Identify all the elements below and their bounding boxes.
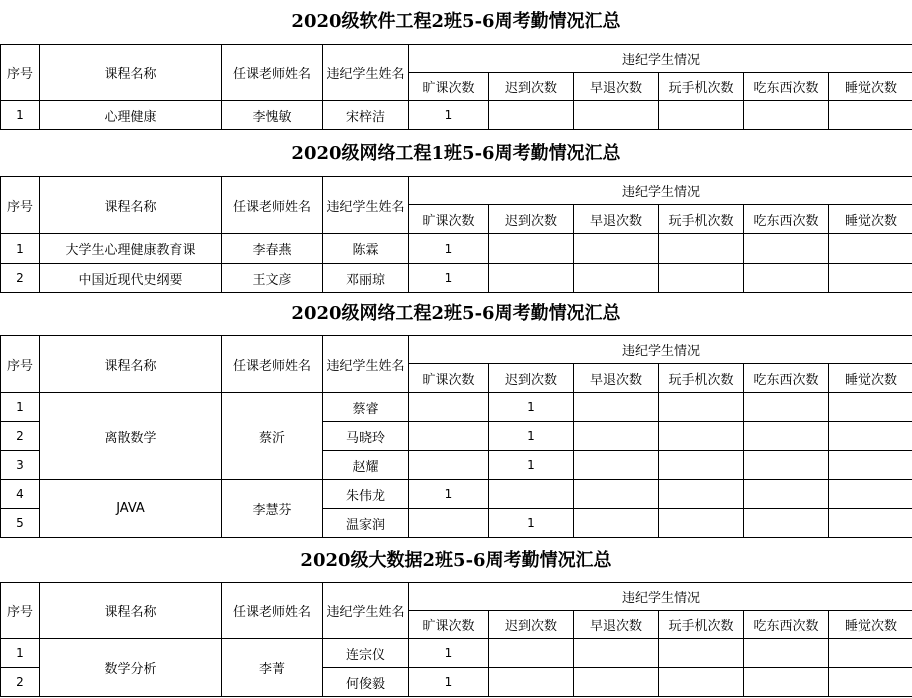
teacher-cell: 李菁: [222, 639, 323, 697]
header-teacher: 任课老师姓名: [222, 177, 323, 234]
eating-count-cell: [744, 393, 829, 422]
header-violations: 违纪学生情况: [409, 336, 912, 364]
attendance-table: [0, 335, 912, 538]
sleep-count-cell: [829, 451, 912, 480]
absent-count-cell: [409, 451, 489, 480]
header-sleep-count: 睡觉次数: [829, 364, 912, 393]
course-cell: 离散数学: [40, 393, 222, 480]
student-cell: 蔡睿: [323, 393, 409, 422]
seq-cell: 2: [1, 422, 40, 451]
sleep-count-cell: [829, 393, 912, 422]
header-course: 课程名称: [40, 583, 222, 639]
course-cell: 中国近现代史纲要: [40, 264, 222, 293]
section-title: 2020级网络工程1班5-6周考勤情况汇总: [291, 143, 621, 164]
header-phone-count: 玩手机次数: [659, 364, 744, 393]
table-row: [1, 101, 912, 130]
header-absent-count: 旷课次数: [409, 364, 489, 393]
phone-count-cell: [659, 639, 744, 668]
table-row: [1, 639, 912, 668]
sleep-count-cell: [829, 101, 912, 130]
eating-count-cell: [744, 234, 829, 264]
late-count-cell: [489, 480, 574, 509]
header-row: [1, 45, 912, 73]
header-student: 违纪学生姓名: [323, 336, 409, 393]
header-absent-count: 旷课次数: [409, 205, 489, 234]
seq-cell: 1: [1, 393, 40, 422]
table-row: [1, 393, 912, 422]
seq-cell: 1: [1, 101, 40, 130]
header-seq: 序号: [1, 177, 40, 234]
student-cell: 邓丽琼: [323, 264, 409, 293]
header-student: 违纪学生姓名: [323, 583, 409, 639]
header-eating-count: 吃东西次数: [744, 73, 829, 101]
table-row: [1, 234, 912, 264]
header-row: [1, 336, 912, 364]
phone-count-cell: [659, 393, 744, 422]
sleep-count-cell: [829, 668, 912, 697]
header-sleep-count: 睡觉次数: [829, 205, 912, 234]
attendance-table: [0, 582, 912, 697]
header-seq: 序号: [1, 336, 40, 393]
teacher-cell: 李春燕: [222, 234, 323, 264]
student-cell: 马晓玲: [323, 422, 409, 451]
eating-count-cell: [744, 264, 829, 293]
header-course: 课程名称: [40, 336, 222, 393]
header-teacher: 任课老师姓名: [222, 583, 323, 639]
absent-count-cell: 1: [409, 480, 489, 509]
absent-count-cell: [409, 422, 489, 451]
phone-count-cell: [659, 234, 744, 264]
phone-count-cell: [659, 451, 744, 480]
header-eating-count: 吃东西次数: [744, 364, 829, 393]
early-leave-count-cell: [574, 639, 659, 668]
header-early-leave-count: 早退次数: [574, 364, 659, 393]
header-sleep-count: 睡觉次数: [829, 611, 912, 639]
header-absent-count: 旷课次数: [409, 611, 489, 639]
early-leave-count-cell: [574, 393, 659, 422]
seq-cell: 4: [1, 480, 40, 509]
sleep-count-cell: [829, 264, 912, 293]
header-student: 违纪学生姓名: [323, 45, 409, 101]
section-title: 2020级软件工程2班5-6周考勤情况汇总: [291, 11, 621, 32]
late-count-cell: 1: [489, 393, 574, 422]
table-row: [1, 480, 912, 509]
seq-cell: 1: [1, 234, 40, 264]
header-row: [1, 177, 912, 205]
late-count-cell: 1: [489, 451, 574, 480]
late-count-cell: [489, 264, 574, 293]
early-leave-count-cell: [574, 264, 659, 293]
late-count-cell: [489, 101, 574, 130]
phone-count-cell: [659, 101, 744, 130]
early-leave-count-cell: [574, 668, 659, 697]
student-cell: 何俊毅: [323, 668, 409, 697]
phone-count-cell: [659, 509, 744, 538]
course-cell: JAVA: [40, 480, 222, 538]
header-violations: 违纪学生情况: [409, 177, 912, 205]
course-cell: 心理健康: [40, 101, 222, 130]
phone-count-cell: [659, 264, 744, 293]
sleep-count-cell: [829, 480, 912, 509]
teacher-cell: 李愧敏: [222, 101, 323, 130]
late-count-cell: 1: [489, 422, 574, 451]
header-course: 课程名称: [40, 45, 222, 101]
absent-count-cell: 1: [409, 264, 489, 293]
header-phone-count: 玩手机次数: [659, 73, 744, 101]
seq-cell: 1: [1, 639, 40, 668]
late-count-cell: 1: [489, 509, 574, 538]
header-phone-count: 玩手机次数: [659, 611, 744, 639]
header-student: 违纪学生姓名: [323, 177, 409, 234]
section-title: 2020级大数据2班5-6周考勤情况汇总: [300, 550, 612, 571]
eating-count-cell: [744, 480, 829, 509]
late-count-cell: [489, 234, 574, 264]
sleep-count-cell: [829, 234, 912, 264]
student-cell: 朱伟龙: [323, 480, 409, 509]
header-violations: 违纪学生情况: [409, 583, 912, 611]
early-leave-count-cell: [574, 480, 659, 509]
early-leave-count-cell: [574, 234, 659, 264]
student-cell: 宋梓洁: [323, 101, 409, 130]
late-count-cell: [489, 639, 574, 668]
header-early-leave-count: 早退次数: [574, 611, 659, 639]
eating-count-cell: [744, 639, 829, 668]
eating-count-cell: [744, 509, 829, 538]
sleep-count-cell: [829, 639, 912, 668]
eating-count-cell: [744, 451, 829, 480]
early-leave-count-cell: [574, 509, 659, 538]
early-leave-count-cell: [574, 451, 659, 480]
header-early-leave-count: 早退次数: [574, 73, 659, 101]
eating-count-cell: [744, 668, 829, 697]
late-count-cell: [489, 668, 574, 697]
student-cell: 赵耀: [323, 451, 409, 480]
header-late-count: 迟到次数: [489, 205, 574, 234]
eating-count-cell: [744, 422, 829, 451]
teacher-cell: 王文彦: [222, 264, 323, 293]
teacher-cell: 李慧芬: [222, 480, 323, 538]
attendance-table: [0, 44, 912, 130]
header-seq: 序号: [1, 45, 40, 101]
sleep-count-cell: [829, 422, 912, 451]
absent-count-cell: 1: [409, 668, 489, 697]
header-violations: 违纪学生情况: [409, 45, 912, 73]
early-leave-count-cell: [574, 422, 659, 451]
seq-cell: 2: [1, 264, 40, 293]
header-teacher: 任课老师姓名: [222, 45, 323, 101]
header-sleep-count: 睡觉次数: [829, 73, 912, 101]
seq-cell: 2: [1, 668, 40, 697]
phone-count-cell: [659, 422, 744, 451]
header-phone-count: 玩手机次数: [659, 205, 744, 234]
header-late-count: 迟到次数: [489, 73, 574, 101]
header-absent-count: 旷课次数: [409, 73, 489, 101]
seq-cell: 3: [1, 451, 40, 480]
course-cell: 数学分析: [40, 639, 222, 697]
early-leave-count-cell: [574, 101, 659, 130]
student-cell: 陈霖: [323, 234, 409, 264]
header-teacher: 任课老师姓名: [222, 336, 323, 393]
teacher-cell: 蔡沂: [222, 393, 323, 480]
header-seq: 序号: [1, 583, 40, 639]
header-late-count: 迟到次数: [489, 364, 574, 393]
table-row: [1, 264, 912, 293]
header-early-leave-count: 早退次数: [574, 205, 659, 234]
eating-count-cell: [744, 101, 829, 130]
section-title: 2020级网络工程2班5-6周考勤情况汇总: [291, 303, 621, 324]
header-late-count: 迟到次数: [489, 611, 574, 639]
course-cell: 大学生心理健康教育课: [40, 234, 222, 264]
seq-cell: 5: [1, 509, 40, 538]
phone-count-cell: [659, 668, 744, 697]
phone-count-cell: [659, 480, 744, 509]
header-eating-count: 吃东西次数: [744, 611, 829, 639]
attendance-table: [0, 176, 912, 293]
header-course: 课程名称: [40, 177, 222, 234]
absent-count-cell: 1: [409, 101, 489, 130]
absent-count-cell: [409, 509, 489, 538]
student-cell: 温家润: [323, 509, 409, 538]
header-row: [1, 583, 912, 611]
absent-count-cell: 1: [409, 639, 489, 668]
header-eating-count: 吃东西次数: [744, 205, 829, 234]
student-cell: 连宗仪: [323, 639, 409, 668]
absent-count-cell: [409, 393, 489, 422]
absent-count-cell: 1: [409, 234, 489, 264]
sleep-count-cell: [829, 509, 912, 538]
